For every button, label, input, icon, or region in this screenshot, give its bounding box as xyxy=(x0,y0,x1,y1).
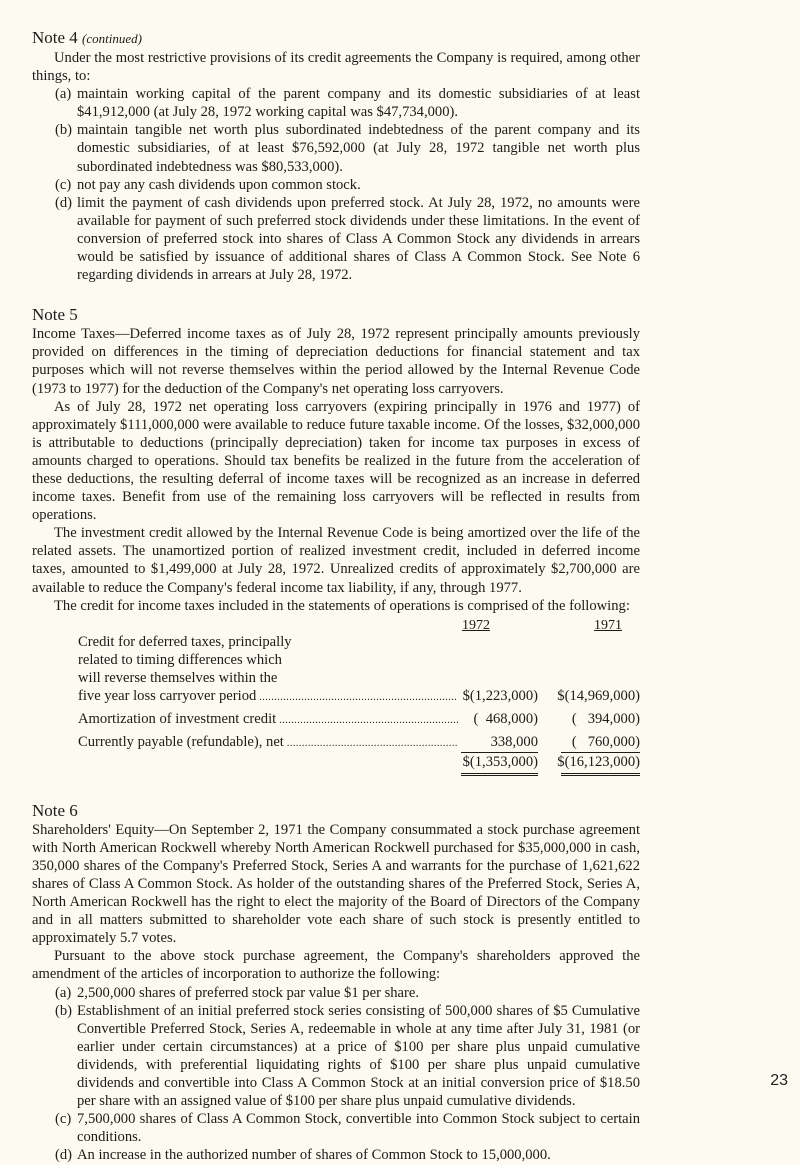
list-item-label: (d) xyxy=(55,194,73,211)
row-2-1971-value: ( 394,000) xyxy=(571,710,640,727)
note-4-heading xyxy=(32,28,640,49)
label-text: Amortization of investment credit ..... xyxy=(78,711,458,727)
list-item xyxy=(32,984,640,1002)
list-item-label: (a) xyxy=(55,86,72,103)
label-line: will reverse themselves within the xyxy=(78,669,278,686)
note-6-paragraph: Pursuant to the above stock purchase agreement, the Company's shareholders approved the amendment of the articles of incorporation to authorize the following: xyxy=(32,948,640,983)
column-header-1971: 1971 xyxy=(594,617,622,633)
income-tax-credit-table xyxy=(32,617,640,770)
list-item xyxy=(32,121,640,175)
list-item-text: An increase in the authorized number of shares of Common Stock to 15,000,000. xyxy=(77,1147,551,1164)
list-item-text: Establishment of an initial preferred stock series consisting of 500,000 shares of $5 Cumulative Convertible Preferred Stock, Series A, redeemable in whole at any time after July 31, 1981 (or earlier under certain circumstances) at a price of $100 per share plus unpaid cumulative dividends, with preferential liquidating rights of $100 per share plus unpaid cumulative dividends and convertible into Class A Common Stock at an initial conversion price of $18.50 per share with an assigned value of $100 per share plus unpaid cumulative dividends. xyxy=(77,1002,640,1110)
row-2-1972-value: ( 468,000) xyxy=(473,710,538,727)
note-4-list xyxy=(32,85,640,284)
list-item-text: limit the payment of cash dividends upon preferred stock. At July 28, 1972, no amounts were available for payment of such preferred stock dividends under these limitations. In the event of conversion of preferred stock into shares of Class A Common Stock any dividends in arrears would be satisfied by issuance of additional shares of Class A Common Stock. See Note 6 regarding dividends in arrears at July 28, 1972. xyxy=(77,194,640,284)
list-item xyxy=(32,1146,640,1164)
page-number: 23 xyxy=(770,1072,788,1089)
list-item-text: maintain tangible net worth plus subordinated indebtedness of the parent company and its domestic subsidiaries, of at least $76,592,000 (at July 28, 1972 tangible net worth plus subordinated indebtedness was $80,533,000). xyxy=(77,122,640,175)
note-6-list xyxy=(32,984,640,1165)
list-item xyxy=(32,176,640,194)
note-6-paragraph: Shareholders' Equity—On September 2, 1971 the Company consummated a stock purchase agreement with North American Rockwell whereby North American Rockwell purchased for $35,000,000 in cash, 350,000 shares of the Company's Preferred Stock, Series A and warrants for the purchase of 1,621,622 shares of Class A Common Stock. As holder of the outstanding shares of the Preferred Stock, Series A, North American Rockwell has the right to elect the majority of the Board of Directors of the Company and in all matters submitted to shareholder vote each share of such stock is presently entitled to approximately 5.7 votes. xyxy=(32,821,640,947)
note-5-paragraph: Income Taxes—Deferred income taxes as of July 28, 1972 represent principally amounts previously provided on differences in the timing of depreciation deductions for financial statement and tax purposes which will not reverse themselves within the period allowed by the Internal Revenue Code (1973 to 1977) for the deduction of the Company's net operating loss carryovers. xyxy=(32,326,640,397)
document-page xyxy=(32,28,640,1165)
list-item-label: (a) xyxy=(55,984,72,1001)
note-5-paragraph: As of July 28, 1972 net operating loss carryovers (expiring principally in 1976 and 1977) of approximately $111,000,000 were available to reduce future taxable income. Of the losses, $32,000,000 is attributable to deductions (principally depreciation) taken for income tax purposes in excess of amounts charged to operations. Should tax benefits be realized in the future from the acceleration of these deductions, the resulting deferral of income taxes will be recognized as an increase in deferred income taxes. Benefit from use of the remaining loss carryovers will be reflected in results from operations. xyxy=(32,398,640,524)
list-item-text: not pay any cash dividends upon common stock. xyxy=(77,176,361,193)
label-line xyxy=(78,687,458,707)
list-item-label: (c) xyxy=(55,1111,72,1128)
label-text: Currently payable (refundable), net ..... xyxy=(78,734,458,750)
total-1972-value: $(1,353,000) xyxy=(462,753,538,770)
row-3-1971-value: ( 760,000) xyxy=(571,733,640,750)
row-1-1971-value: $(14,969,000) xyxy=(557,687,640,704)
list-item-text: maintain working capital of the parent company and its domestic subsidiaries of at least $41,912,000 (at July 28, 1972 working capital was $47,734,000). xyxy=(77,86,640,121)
total-double-rule xyxy=(561,773,640,776)
list-item xyxy=(32,194,640,284)
table-row-label xyxy=(78,710,458,730)
note-5-paragraph: The credit for income taxes included in the statements of operations is comprised of the following: xyxy=(54,597,630,614)
column-header-1972: 1972 xyxy=(462,617,490,633)
list-item xyxy=(32,1002,640,1111)
list-item xyxy=(32,1110,640,1146)
total-1971-value: $(16,123,000) xyxy=(557,753,640,770)
list-item-text: 7,500,000 shares of Class A Common Stock, convertible into Common Stock subject to certain conditions. xyxy=(77,1111,640,1146)
list-item-label: (c) xyxy=(55,176,72,193)
table-row-label xyxy=(78,733,458,753)
label-text: five year loss carryover period ..... xyxy=(78,688,458,704)
note-4-intro: Under the most restrictive provisions of its credit agreements the Company is required, among other things, to: xyxy=(32,50,640,85)
list-item xyxy=(32,85,640,121)
note-4-title: Note 4 xyxy=(32,28,78,47)
table-row-label xyxy=(78,633,458,707)
total-double-rule xyxy=(461,773,538,776)
row-3-1972-value: 338,000 xyxy=(490,733,538,750)
note-4-continued: (continued) xyxy=(82,31,142,46)
label-line: related to timing differences which xyxy=(78,651,282,668)
note-5-title: Note 5 xyxy=(32,305,78,325)
list-item-label: (b) xyxy=(55,122,73,139)
list-item-text: 2,500,000 shares of preferred stock par value $1 per share. xyxy=(77,984,420,1001)
note-5-paragraph: The investment credit allowed by the Internal Revenue Code is being amortized over the life of the related assets. The unamortized portion of realized investment credit, included in deferred income taxes, amounted to $1,499,000 at July 28, 1972. Unrealized credits of approximately $2,700,000 are available to reduce the Company's federal income tax liability, if any, through 1977. xyxy=(32,525,640,596)
row-1-1972-value: $(1,223,000) xyxy=(462,687,538,704)
list-item-label: (b) xyxy=(55,1002,73,1019)
label-line: Credit for deferred taxes, principally xyxy=(78,633,292,650)
note-6-title: Note 6 xyxy=(32,800,78,820)
list-item-label: (d) xyxy=(55,1147,73,1164)
